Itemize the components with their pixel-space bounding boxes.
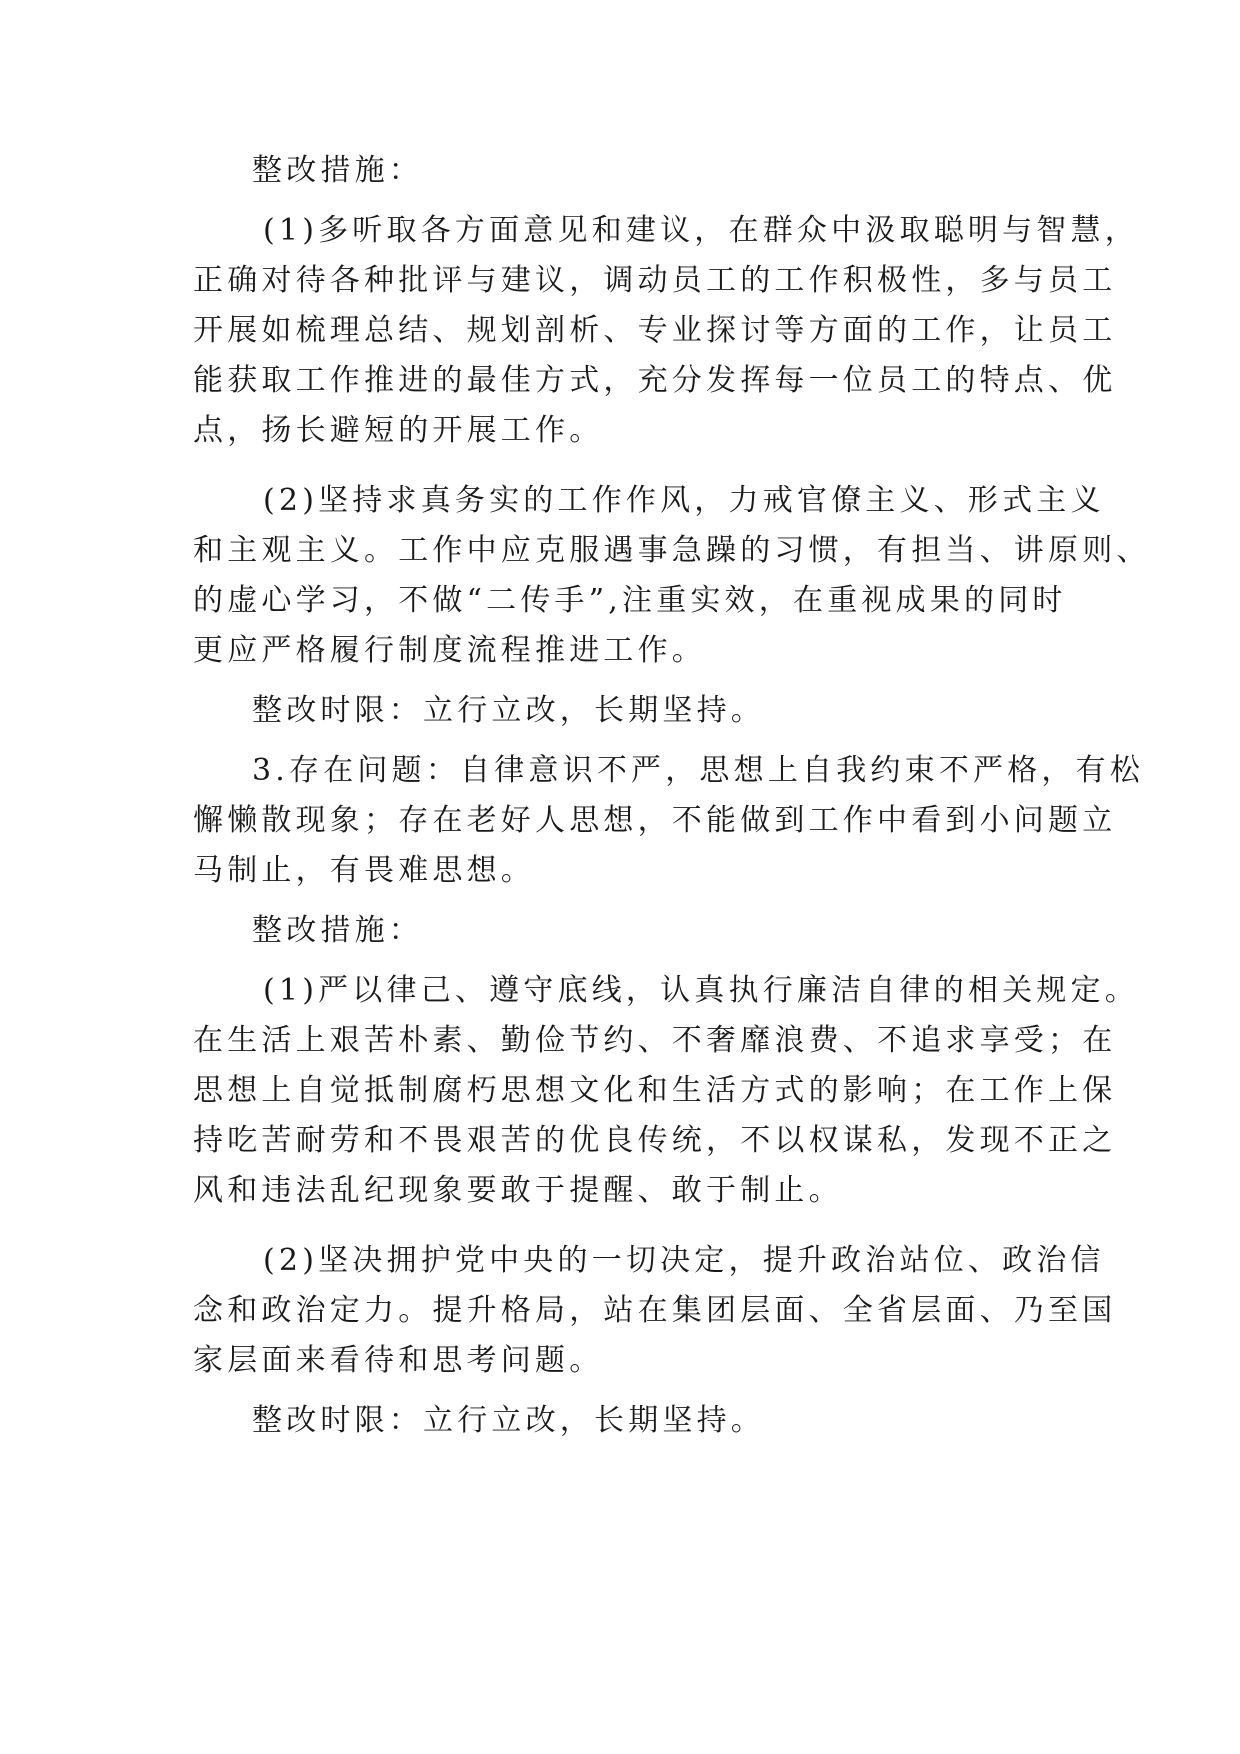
paragraph-line: 懈懒散现象；存在老好人思想，不能做到工作中看到小问题立: [193, 803, 1117, 838]
paragraph-line: 风和违法乱纪现象要敢于提醒、敢于制止。: [193, 1173, 843, 1208]
paragraph-line: 点，扬长避短的开展工作。: [193, 413, 604, 448]
paragraph-line: 家层面来看待和思考问题。: [193, 1343, 604, 1378]
paragraph-line: 开展如梳理总结、规划剖析、专业探讨等方面的工作，让员工: [193, 313, 1117, 348]
paragraph-line: 持吃苦耐劳和不畏艰苦的优良传统，不以权谋私，发现不正之: [193, 1123, 1117, 1158]
paragraph-line: 念和政治定力。提升格局，站在集团层面、全省层面、乃至国: [193, 1293, 1117, 1328]
heading-rectification-measures: 整改措施：: [252, 153, 423, 188]
paragraph-line: (2)坚持求真务实的工作作风，力戒官僚主义、形式主义: [263, 483, 1105, 518]
paragraph-line: (1)严以律己、遵守底线，认真执行廉洁自律的相关规定。: [263, 973, 1139, 1008]
paragraph-line: (1)多听取各方面意见和建议，在群众中汲取聪明与智慧，: [263, 213, 1139, 248]
paragraph-line: 马制止，有畏难思想。: [193, 853, 535, 888]
paragraph-line: 的虚心学习，不做“二传手”,注重实效，在重视成果的同时: [193, 583, 1067, 618]
rectification-deadline: 整改时限：立行立改，长期坚持。: [252, 693, 765, 728]
heading-rectification-measures: 整改措施：: [252, 913, 423, 948]
paragraph-line: 更应严格履行制度流程推进工作。: [193, 633, 706, 668]
paragraph-line: 和主观主义。工作中应克服遇事急躁的习惯，有担当、讲原则、: [193, 533, 1151, 568]
paragraph-line: (2)坚决拥护党中央的一切决定，提升政治站位、政治信: [263, 1243, 1105, 1278]
rectification-deadline: 整改时限：立行立改，长期坚持。: [252, 1403, 765, 1438]
paragraph-line: 思想上自觉抵制腐朽思想文化和生活方式的影响；在工作上保: [193, 1073, 1117, 1108]
paragraph-line: 正确对待各种批评与建议，调动员工的工作积极性，多与员工: [193, 263, 1117, 298]
paragraph-line: 在生活上艰苦朴素、勤俭节约、不奢靡浪费、不追求享受；在: [193, 1023, 1117, 1058]
issue-heading: 3.存在问题：自律意识不严，思想上自我约束不严格，有松: [252, 753, 1145, 788]
paragraph-line: 能获取工作推进的最佳方式，充分发挥每一位员工的特点、优: [193, 363, 1117, 398]
